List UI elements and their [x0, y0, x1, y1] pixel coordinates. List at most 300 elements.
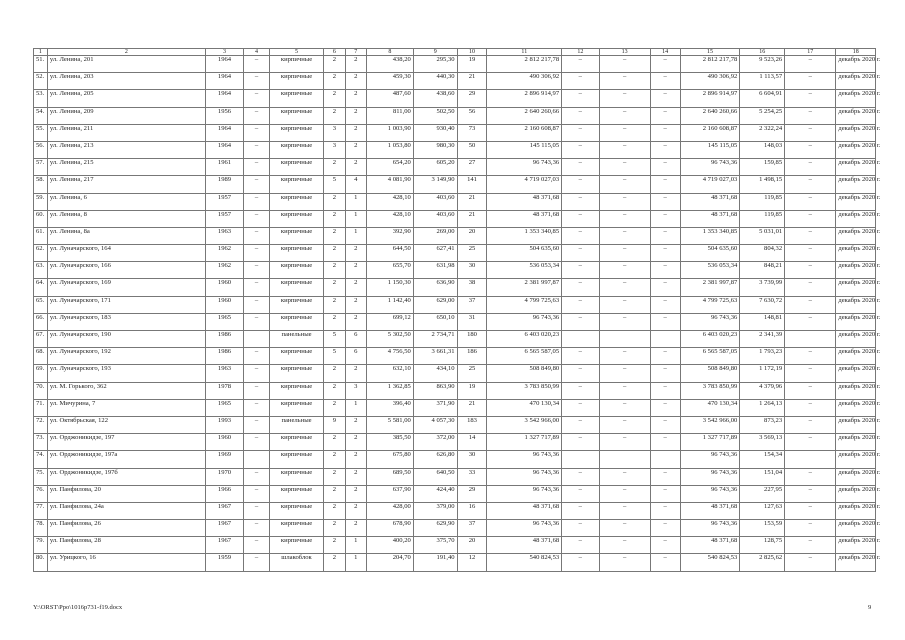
table-cell: 96 743,36	[487, 451, 562, 468]
table-cell: 2	[324, 210, 345, 227]
table-cell: 1 113,57	[740, 73, 785, 90]
table-row	[34, 90, 876, 107]
table-cell: кирпичные	[269, 159, 323, 176]
table-cell: ул. Октябрьская, 122	[47, 416, 205, 433]
table-cell: –	[562, 520, 599, 537]
table-cell: 29	[457, 485, 487, 502]
table-row	[34, 107, 876, 124]
table-cell: –	[650, 502, 680, 519]
table-cell: декабрь 2020 г.	[836, 262, 876, 279]
table-cell: кирпичные	[269, 141, 323, 158]
table-cell: 1 172,19	[740, 365, 785, 382]
table-cell: ул. Орджоникидзе, 197б	[47, 468, 205, 485]
table-cell: –	[599, 468, 650, 485]
table-cell: 1960	[205, 296, 243, 313]
table-cell: 60.	[34, 210, 48, 227]
table-cell: –	[599, 210, 650, 227]
table-cell: 2	[324, 193, 345, 210]
table-cell: 3 569,13	[740, 434, 785, 451]
table-cell: 2	[324, 502, 345, 519]
table-cell: 605,20	[413, 159, 457, 176]
table-cell: 1964	[205, 141, 243, 158]
table-cell: кирпичные	[269, 365, 323, 382]
table-cell: –	[562, 554, 599, 571]
table-cell: ул. Ленина, 8	[47, 210, 205, 227]
table-cell: –	[785, 245, 836, 262]
table-cell: 119,85	[740, 193, 785, 210]
table-cell: 2	[324, 245, 345, 262]
table-cell: –	[599, 382, 650, 399]
table-cell: 2	[324, 159, 345, 176]
table-cell: 3	[324, 124, 345, 141]
table-cell: 4 379,96	[740, 382, 785, 399]
table-cell: –	[244, 365, 270, 382]
table-cell: 1967	[205, 537, 243, 554]
table-cell: декабрь 2020 г.	[836, 56, 876, 73]
table-cell: 4 719 027,03	[487, 176, 562, 193]
table-cell: –	[785, 313, 836, 330]
table-cell: 25	[457, 365, 487, 382]
table-cell: 96 743,36	[680, 451, 740, 468]
table-row	[34, 245, 876, 262]
table-cell: 1 053,80	[366, 141, 413, 158]
table-cell: 191,40	[413, 554, 457, 571]
table-cell: 650,10	[413, 313, 457, 330]
column-header: 1	[34, 49, 48, 56]
table-cell: –	[562, 279, 599, 296]
table-cell: –	[562, 176, 599, 193]
table-cell: декабрь 2020 г.	[836, 227, 876, 244]
table-cell: 930,40	[413, 124, 457, 141]
table-cell: 1960	[205, 279, 243, 296]
table-cell: 5	[324, 348, 345, 365]
table-cell: 55.	[34, 124, 48, 141]
table-cell: 3	[345, 382, 366, 399]
table-cell: 2	[324, 399, 345, 416]
table-cell: –	[785, 193, 836, 210]
table-cell: –	[562, 468, 599, 485]
table-cell: 9	[324, 416, 345, 433]
table-cell: 21	[457, 399, 487, 416]
table-cell: 470 130,34	[680, 399, 740, 416]
table-cell: декабрь 2020 г.	[836, 365, 876, 382]
table-cell: 96 743,36	[680, 468, 740, 485]
table-cell: декабрь 2020 г.	[836, 176, 876, 193]
table-cell: кирпичные	[269, 176, 323, 193]
table-cell: декабрь 2020 г.	[836, 451, 876, 468]
table-cell: 2 640 260,66	[487, 107, 562, 124]
table-cell	[650, 451, 680, 468]
table-cell: 4 756,50	[366, 348, 413, 365]
footer-page-number: 9	[868, 604, 872, 611]
table-cell	[599, 331, 650, 348]
table-cell: –	[650, 382, 680, 399]
table-cell: –	[599, 159, 650, 176]
table-cell: 2	[345, 90, 366, 107]
table-cell: декабрь 2020 г.	[836, 399, 876, 416]
table-cell: 127,63	[740, 502, 785, 519]
table-cell: –	[650, 537, 680, 554]
table-cell: –	[562, 107, 599, 124]
table-cell: –	[599, 313, 650, 330]
table-cell	[599, 451, 650, 468]
table-cell: декабрь 2020 г.	[836, 537, 876, 554]
table-cell: 1 353 340,85	[487, 227, 562, 244]
table-cell: –	[599, 107, 650, 124]
table-cell	[244, 331, 270, 348]
table-cell: 51.	[34, 56, 48, 73]
table-cell: –	[562, 124, 599, 141]
table-cell: 396,40	[366, 399, 413, 416]
table-cell: декабрь 2020 г.	[836, 210, 876, 227]
table-cell: –	[562, 382, 599, 399]
table-cell: –	[562, 210, 599, 227]
column-header: 10	[457, 49, 487, 56]
table-cell: 375,70	[413, 537, 457, 554]
column-header: 11	[487, 49, 562, 56]
table-cell: 57.	[34, 159, 48, 176]
table-cell: 119,85	[740, 210, 785, 227]
table-cell: декабрь 2020 г.	[836, 331, 876, 348]
table-cell: 2	[345, 365, 366, 382]
table-cell: 2	[324, 73, 345, 90]
table-cell: –	[785, 537, 836, 554]
table-cell: –	[244, 537, 270, 554]
table-cell: 2	[324, 434, 345, 451]
table-cell: 66.	[34, 313, 48, 330]
table-cell: 159,85	[740, 159, 785, 176]
column-header: 8	[366, 49, 413, 56]
table-cell: 2	[324, 554, 345, 571]
table-cell: 48 371,68	[487, 537, 562, 554]
table-cell: 372,00	[413, 434, 457, 451]
table-cell: 2	[345, 73, 366, 90]
table-row	[34, 210, 876, 227]
table-cell: –	[562, 434, 599, 451]
table-cell: 1	[345, 399, 366, 416]
table-cell: 96 743,36	[680, 313, 740, 330]
table-cell: 4 799 725,63	[487, 296, 562, 313]
table-cell: 1964	[205, 73, 243, 90]
table-cell: –	[650, 73, 680, 90]
table-row	[34, 331, 876, 348]
table-cell: кирпичные	[269, 210, 323, 227]
table-cell: 2	[345, 451, 366, 468]
table-cell: 20	[457, 227, 487, 244]
table-cell: 1	[345, 227, 366, 244]
table-cell: –	[650, 279, 680, 296]
table-cell: 1957	[205, 210, 243, 227]
table-cell: 508 849,80	[680, 365, 740, 382]
table-cell: 96 743,36	[680, 520, 740, 537]
table-cell: 2	[345, 296, 366, 313]
table-cell: 1986	[205, 348, 243, 365]
table-cell: 502,50	[413, 107, 457, 124]
table-cell: 1957	[205, 193, 243, 210]
table-cell: кирпичные	[269, 313, 323, 330]
table-cell: 2	[324, 296, 345, 313]
table-cell: –	[244, 416, 270, 433]
table-cell: –	[650, 348, 680, 365]
table-cell: 20	[457, 537, 487, 554]
table-cell: 540 824,53	[680, 554, 740, 571]
table-cell: 58.	[34, 176, 48, 193]
table-cell: –	[244, 73, 270, 90]
table-cell: декабрь 2020 г.	[836, 141, 876, 158]
table-cell: 6 565 587,05	[487, 348, 562, 365]
table-cell: –	[562, 141, 599, 158]
table-cell: ул. Панфилова, 26	[47, 520, 205, 537]
table-cell: кирпичные	[269, 227, 323, 244]
table-cell: 62.	[34, 245, 48, 262]
table-cell: 7 630,72	[740, 296, 785, 313]
table-cell: 1 142,40	[366, 296, 413, 313]
table-cell	[562, 451, 599, 468]
table-cell: –	[244, 468, 270, 485]
table-cell: 186	[457, 348, 487, 365]
table-cell: декабрь 2020 г.	[836, 468, 876, 485]
table-cell: 2	[345, 107, 366, 124]
table-cell: –	[599, 90, 650, 107]
table-cell: 1 793,23	[740, 348, 785, 365]
table-cell: –	[562, 56, 599, 73]
table-cell: 490 306,92	[487, 73, 562, 90]
table-cell: 2	[345, 485, 366, 502]
table-cell: –	[650, 468, 680, 485]
column-header: 16	[740, 49, 785, 56]
table-row	[34, 416, 876, 433]
table-cell: декабрь 2020 г.	[836, 348, 876, 365]
table-cell: –	[785, 416, 836, 433]
table-cell: 1963	[205, 365, 243, 382]
table-cell: 78.	[34, 520, 48, 537]
table-cell: 73	[457, 124, 487, 141]
table-cell: 38	[457, 279, 487, 296]
table-cell: 48 371,68	[487, 502, 562, 519]
table-cell: 1978	[205, 382, 243, 399]
table-cell: кирпичные	[269, 124, 323, 141]
table-cell: 2	[345, 313, 366, 330]
table-cell: 371,90	[413, 399, 457, 416]
column-header: 5	[269, 49, 323, 56]
table-cell: 80.	[34, 554, 48, 571]
table-cell: декабрь 2020 г.	[836, 159, 876, 176]
table-cell: 1	[345, 554, 366, 571]
table-cell: 2 640 260,66	[680, 107, 740, 124]
table-cell: 2	[345, 468, 366, 485]
table-cell: –	[650, 520, 680, 537]
table-row	[34, 56, 876, 73]
table-cell: 59.	[34, 193, 48, 210]
table-cell: 2	[324, 537, 345, 554]
table-cell: 434,10	[413, 365, 457, 382]
table-cell: –	[244, 227, 270, 244]
table-cell: 33	[457, 468, 487, 485]
table-cell: 5	[324, 176, 345, 193]
table-cell: 811,00	[366, 107, 413, 124]
table-cell: 2	[345, 502, 366, 519]
table-cell: 2 896 914,97	[680, 90, 740, 107]
table-cell: 1989	[205, 176, 243, 193]
column-header: 7	[345, 49, 366, 56]
table-cell: 400,20	[366, 537, 413, 554]
table-cell: 3	[324, 141, 345, 158]
table-cell: –	[244, 90, 270, 107]
table-cell: кирпичные	[269, 262, 323, 279]
table-cell: 96 743,36	[487, 468, 562, 485]
table-cell: 1962	[205, 262, 243, 279]
table-cell: 30	[457, 451, 487, 468]
table-cell: кирпичные	[269, 434, 323, 451]
table-cell: –	[650, 485, 680, 502]
table-cell: кирпичные	[269, 348, 323, 365]
table-cell: ул. М. Горького, 362	[47, 382, 205, 399]
table-cell: –	[562, 416, 599, 433]
table-cell: –	[785, 262, 836, 279]
table-cell: –	[650, 124, 680, 141]
table-cell: 2	[345, 245, 366, 262]
table-cell: –	[599, 554, 650, 571]
table-cell: 438,60	[413, 90, 457, 107]
table-cell	[785, 331, 836, 348]
table-cell: 1 362,85	[366, 382, 413, 399]
table-cell: 54.	[34, 107, 48, 124]
table-row	[34, 399, 876, 416]
table-cell: 2	[324, 451, 345, 468]
table-cell: –	[244, 124, 270, 141]
table-cell: 2	[345, 124, 366, 141]
table-cell: 379,00	[413, 502, 457, 519]
table-cell: кирпичные	[269, 520, 323, 537]
table-cell: шлакоблок	[269, 554, 323, 571]
table-cell: –	[785, 73, 836, 90]
table-cell: 154,34	[740, 451, 785, 468]
table-cell: 76.	[34, 485, 48, 502]
table-cell: –	[244, 176, 270, 193]
table-cell: 48 371,68	[680, 537, 740, 554]
table-body	[34, 56, 881, 572]
table-cell: 2 812 217,78	[680, 56, 740, 73]
table-cell: 2	[324, 382, 345, 399]
table-cell: 48 371,68	[487, 210, 562, 227]
table-cell: 67.	[34, 331, 48, 348]
table-cell: 2	[324, 262, 345, 279]
table-cell: 295,30	[413, 56, 457, 73]
table-cell: 2	[324, 520, 345, 537]
table-cell: –	[599, 193, 650, 210]
table-cell: 636,90	[413, 279, 457, 296]
table-cell: декабрь 2020 г.	[836, 382, 876, 399]
table-cell: 1956	[205, 107, 243, 124]
table-cell: 6	[345, 348, 366, 365]
table-row	[34, 365, 876, 382]
table-cell: 428,10	[366, 210, 413, 227]
table-cell: 69.	[34, 365, 48, 382]
table-cell: 848,21	[740, 262, 785, 279]
table-cell: 1964	[205, 90, 243, 107]
table-cell: декабрь 2020 г.	[836, 416, 876, 433]
table-cell: 21	[457, 73, 487, 90]
column-header: 17	[785, 49, 836, 56]
table-cell: кирпичные	[269, 537, 323, 554]
table-row	[34, 485, 876, 502]
table-cell: –	[562, 296, 599, 313]
table-cell: –	[599, 245, 650, 262]
table-cell: декабрь 2020 г.	[836, 313, 876, 330]
column-header: 3	[205, 49, 243, 56]
table-cell: 424,40	[413, 485, 457, 502]
table-cell: –	[599, 520, 650, 537]
table-cell	[785, 451, 836, 468]
table-cell: 403,60	[413, 210, 457, 227]
table-cell: –	[599, 56, 650, 73]
table-cell: –	[650, 141, 680, 158]
table-cell: –	[244, 193, 270, 210]
table-cell: –	[599, 399, 650, 416]
column-header: 4	[244, 49, 270, 56]
table-cell: кирпичные	[269, 382, 323, 399]
table-cell: 632,10	[366, 365, 413, 382]
table-cell: 2 160 608,87	[487, 124, 562, 141]
table-cell: 1	[345, 210, 366, 227]
table-cell: 2	[345, 159, 366, 176]
table-cell: –	[599, 227, 650, 244]
table-cell: 21	[457, 193, 487, 210]
table-cell: –	[785, 141, 836, 158]
table-cell: 31	[457, 313, 487, 330]
table-cell: 2 734,71	[413, 331, 457, 348]
table-cell: –	[244, 141, 270, 158]
table-row	[34, 227, 876, 244]
table-cell: 490 306,92	[680, 73, 740, 90]
table-cell: 678,90	[366, 520, 413, 537]
table-cell: 74.	[34, 451, 48, 468]
table-cell: –	[599, 485, 650, 502]
table-cell: ул. Ленина, 213	[47, 141, 205, 158]
table-cell: –	[244, 296, 270, 313]
table-cell: –	[650, 554, 680, 571]
table-row	[34, 537, 876, 554]
table-cell: 269,00	[413, 227, 457, 244]
table-cell: 1964	[205, 56, 243, 73]
table-cell: 153,59	[740, 520, 785, 537]
table-cell: –	[650, 159, 680, 176]
table-cell: –	[244, 210, 270, 227]
table-cell: 1961	[205, 159, 243, 176]
table-cell: 79.	[34, 537, 48, 554]
table-cell: 75.	[34, 468, 48, 485]
table-cell: 2	[345, 56, 366, 73]
table-cell: –	[785, 90, 836, 107]
table-cell: ул. Ленина, 8а	[47, 227, 205, 244]
table-cell: –	[785, 554, 836, 571]
table-cell: 96 743,36	[680, 159, 740, 176]
table-cell: 96 743,36	[487, 520, 562, 537]
table-cell: –	[599, 502, 650, 519]
table-cell: 148,81	[740, 313, 785, 330]
table-cell: –	[599, 416, 650, 433]
table-cell: –	[599, 434, 650, 451]
table-cell: 61.	[34, 227, 48, 244]
table-cell: 65.	[34, 296, 48, 313]
table-cell: 96 743,36	[487, 313, 562, 330]
table-cell: –	[650, 227, 680, 244]
table-cell: –	[244, 262, 270, 279]
table-cell: декабрь 2020 г.	[836, 279, 876, 296]
table-cell: 6 565 587,05	[680, 348, 740, 365]
table-cell	[562, 331, 599, 348]
table-cell: –	[785, 279, 836, 296]
